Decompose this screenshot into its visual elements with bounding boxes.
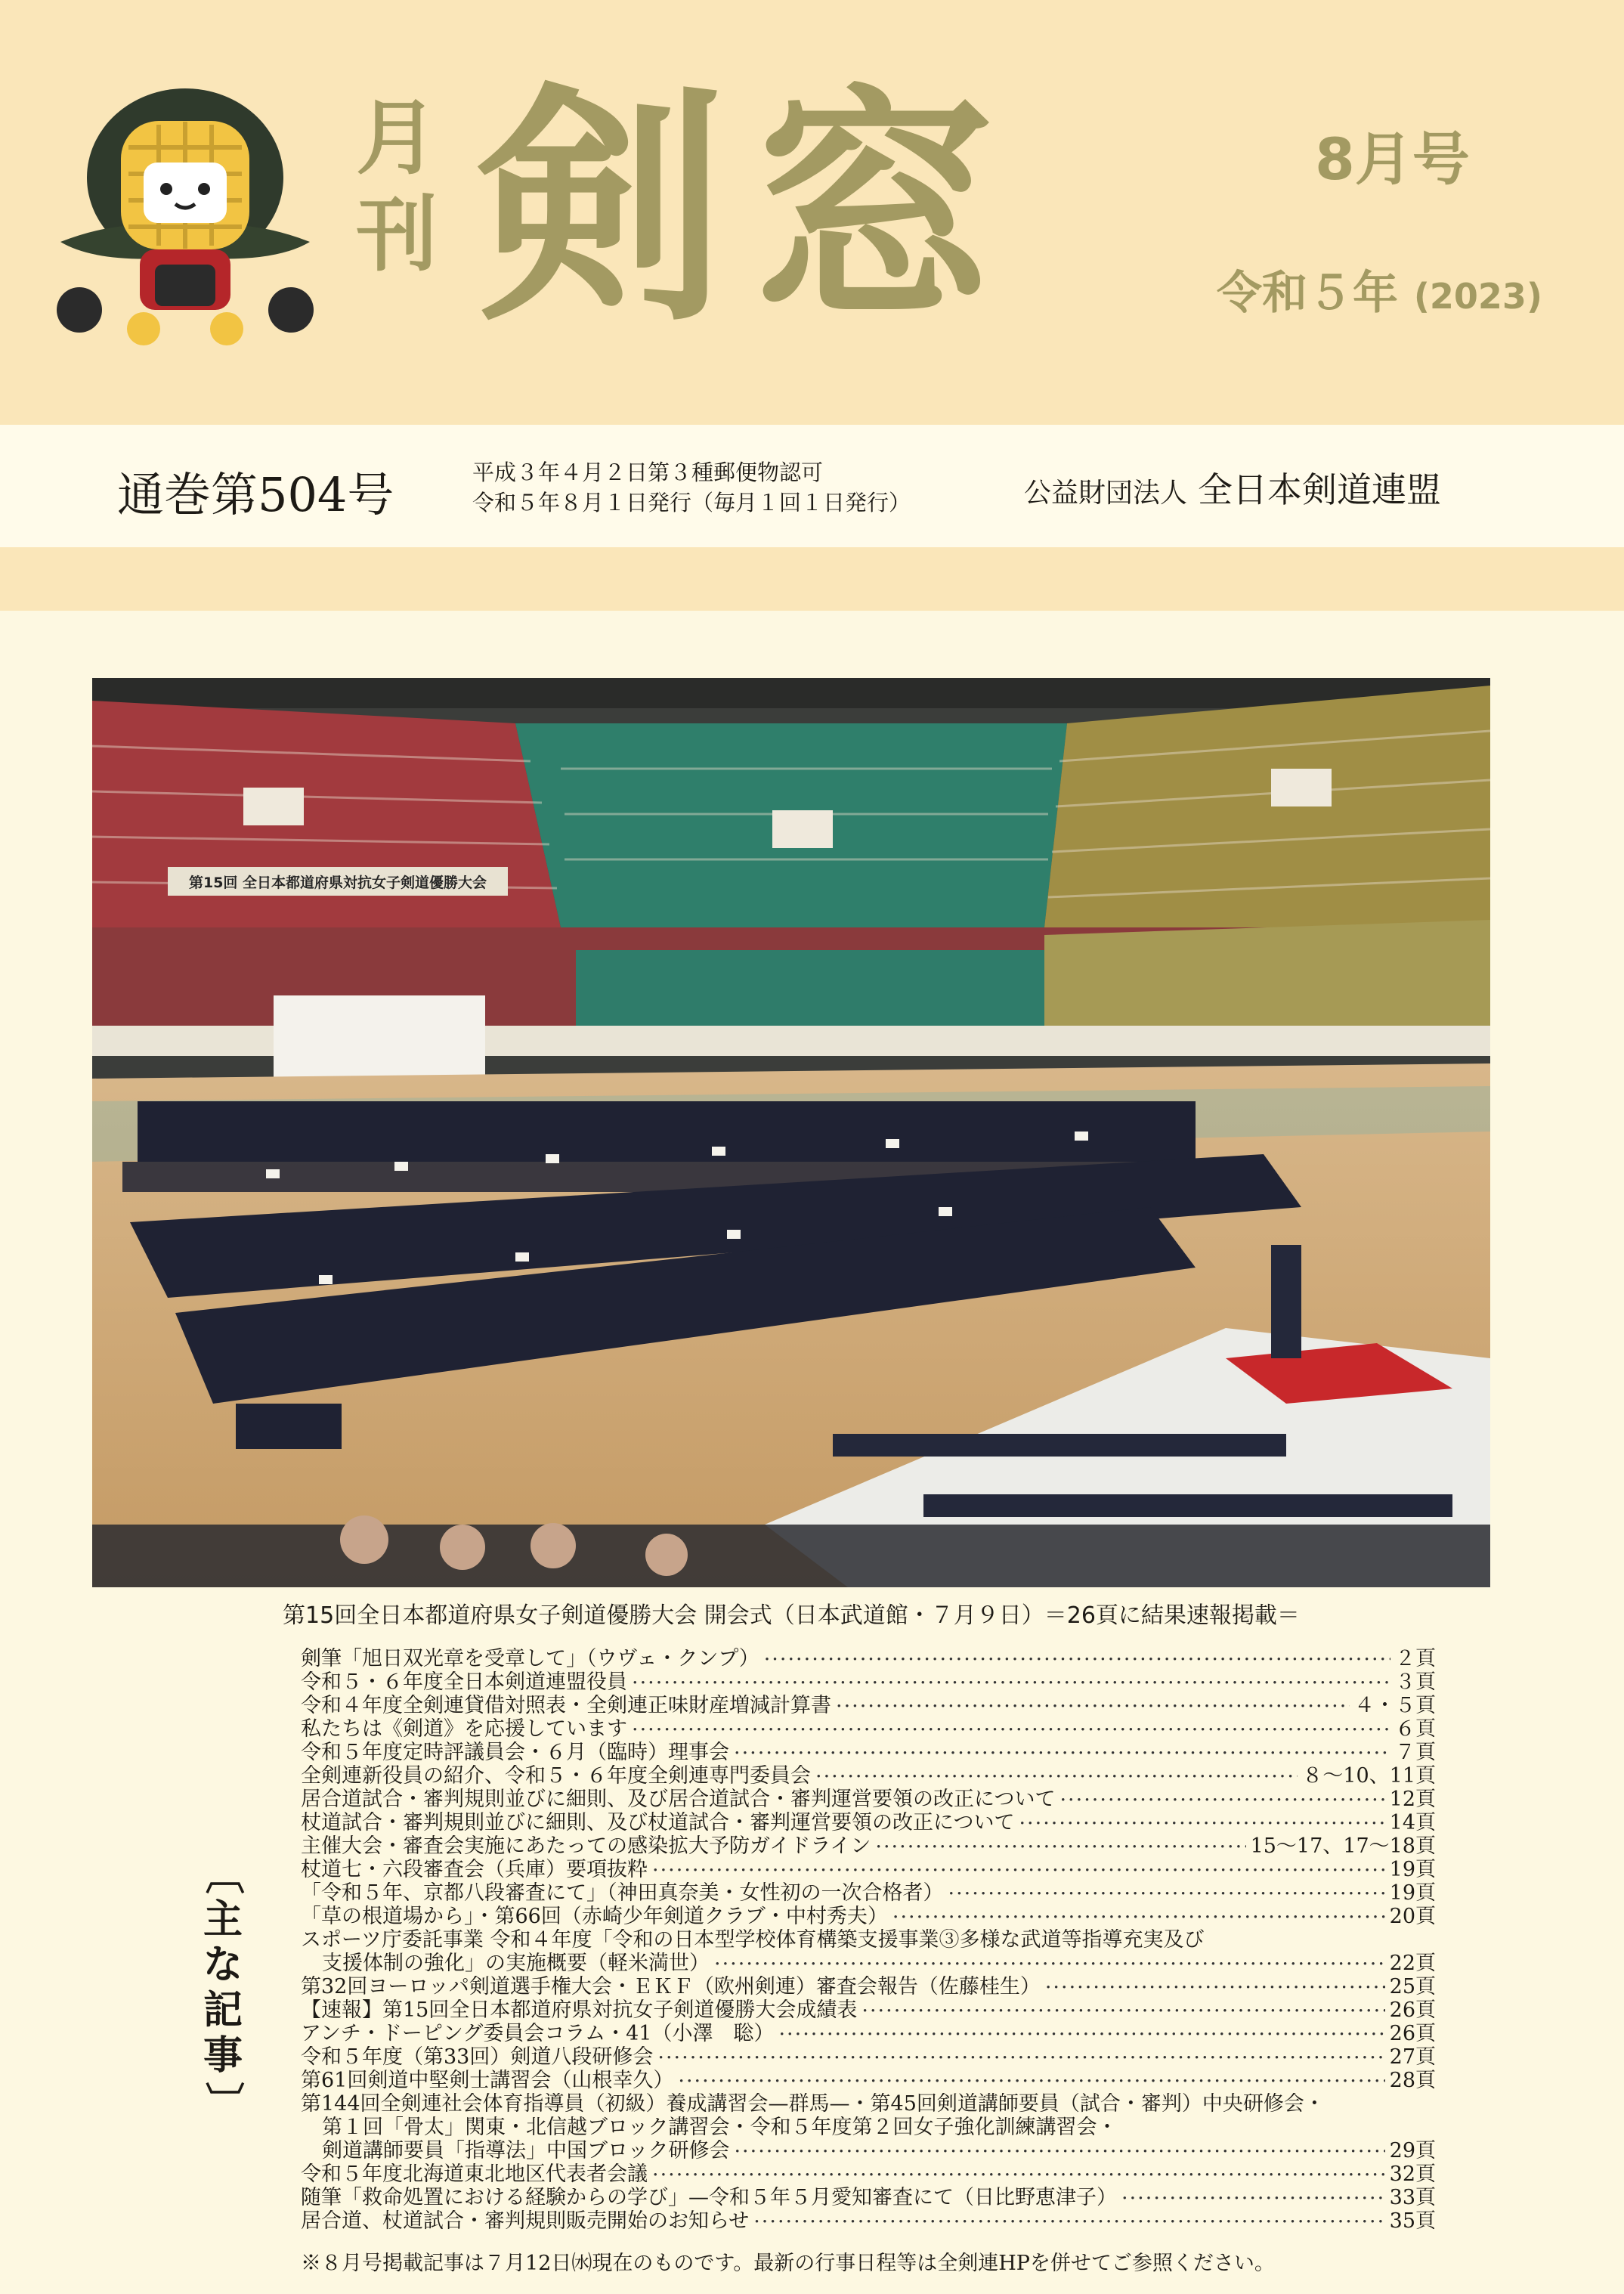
title-kenso: 剣窓 — [476, 61, 1020, 354]
western-year: (2023) — [1413, 276, 1542, 317]
toc-leader — [875, 1835, 1245, 1859]
toc-item — [301, 1788, 1436, 1812]
toc-page: 19頁 — [1389, 1882, 1436, 1905]
toc-title: 杖道七・六段審査会（兵庫）要項抜粋 — [301, 1859, 648, 1881]
toc-title: 「草の根道場から」・第66回（赤崎少年剣道クラブ・中村秀夫） — [301, 1905, 888, 1928]
toc-title: 第１回「骨太」関東・北信越ブロック講習会・令和５年度第２回女子強化訓練講習会・ — [322, 2116, 1118, 2139]
photo-caption: 第15回全日本都道府県女子剣道優勝大会 開会式（日本武道館・７月９日）＝26頁に結果速報掲載＝ — [283, 1602, 1300, 1629]
toc-leader — [753, 2210, 1384, 2234]
toc-leader — [861, 1999, 1384, 2023]
toc-title: 令和５年度北海道東北地区代表者会議 — [301, 2163, 648, 2186]
toc-item — [301, 1835, 1436, 1859]
toc-page: ３頁 — [1395, 1671, 1436, 1694]
title-gekkan: 月刊 — [355, 91, 438, 283]
toc-leader — [714, 1952, 1385, 1976]
toc-page: 15～17、17～18頁 — [1250, 1835, 1436, 1858]
publisher-type: 公益財団法人 — [1024, 478, 1188, 509]
toc-item — [301, 1671, 1436, 1695]
toc-item — [301, 2163, 1436, 2187]
table-of-contents — [301, 1648, 1436, 2234]
issue-year — [1217, 257, 1542, 322]
toc-item — [301, 1648, 1436, 1671]
toc-title: 令和５・６年度全日本剣道連盟役員 — [301, 1671, 627, 1694]
toc-item — [301, 1882, 1436, 1905]
toc-leader — [836, 1695, 1350, 1718]
toc-page: 28頁 — [1389, 2070, 1436, 2092]
toc-leader — [892, 1905, 1385, 1929]
toc-leader — [678, 2070, 1384, 2093]
toc-page: 32頁 — [1389, 2163, 1436, 2186]
toc-leader — [657, 2046, 1384, 2070]
toc-title: 第32回ヨーロッパ剣道選手権大会・ＥＫＦ（欧州剣連）審査会報告（佐藤桂生） — [301, 1976, 1041, 1998]
footnote: ※８月号掲載記事は７月12日㈬現在のものです。最新の行事日程等は全剣連HPを併せてご参照ください。 — [301, 2252, 1275, 2275]
toc-item — [301, 2046, 1436, 2070]
toc-leader — [1045, 1976, 1385, 1999]
toc-page: ７頁 — [1395, 1741, 1436, 1764]
toc-leader — [948, 1882, 1385, 1905]
postal-line-1: 平成３年４月２日第３種郵便物認可 — [472, 460, 824, 485]
publisher — [1024, 463, 1441, 512]
toc-item — [301, 2210, 1436, 2234]
contents-heading — [198, 1852, 248, 2124]
toc-page: 20頁 — [1389, 1905, 1436, 1928]
toc-leader — [778, 2023, 1384, 2046]
toc-page: 14頁 — [1389, 1812, 1436, 1834]
toc-item — [301, 2140, 1436, 2163]
kendo-mascot-icon — [53, 79, 317, 351]
postal-info — [472, 457, 911, 518]
toc-title: 剣道講師要員「指導法」中国ブロック研修会 — [322, 2140, 730, 2162]
toc-leader — [652, 1859, 1385, 1882]
toc-leader — [815, 1765, 1298, 1788]
toc-item — [301, 2116, 1436, 2140]
toc-title: 居合道、杖道試合・審判規則販売開始のお知らせ — [301, 2210, 750, 2233]
toc-item — [301, 1976, 1436, 1999]
toc-title: 主催大会・審査会実施にあたっての感染拡大予防ガイドライン — [301, 1835, 871, 1858]
toc-item — [301, 2187, 1436, 2210]
toc-title: 令和５年度定時評議員会・６月（臨時）理事会 — [301, 1741, 729, 1764]
toc-page: 12頁 — [1389, 1788, 1436, 1811]
toc-item — [301, 1905, 1436, 1929]
bracket-open: 〔 — [200, 1854, 246, 1894]
toc-item — [301, 2070, 1436, 2093]
toc-leader — [1019, 1812, 1384, 1835]
toc-page: 22頁 — [1389, 1952, 1436, 1975]
toc-leader — [734, 2140, 1384, 2163]
toc-title: アンチ・ドーピング委員会コラム・41（小澤 聡） — [301, 2023, 775, 2045]
toc-title: 令和４年度全剣連貸借対照表・全剣連正味財産増減計算書 — [301, 1695, 831, 1717]
toc-page: 27頁 — [1389, 2046, 1436, 2069]
postal-line-2: 令和５年８月１日発行（毎月１回１日発行） — [472, 490, 911, 515]
toc-title: 居合道試合・審判規則並びに細則、及び居合道試合・審判運営要領の改正について — [301, 1788, 1056, 1811]
toc-item — [301, 1952, 1436, 1976]
toc-title: 【速報】第15回全日本都道府県対抗女子剣道優勝大会成績表 — [301, 1999, 858, 2022]
toc-title: 私たちは《剣道》を応援しています — [301, 1718, 627, 1741]
toc-leader — [652, 2163, 1385, 2187]
toc-page: 35頁 — [1389, 2210, 1436, 2233]
toc-page: ２頁 — [1395, 1648, 1436, 1670]
toc-page: 33頁 — [1389, 2187, 1436, 2209]
toc-page: ６頁 — [1395, 1718, 1436, 1741]
toc-title: 全剣連新役員の紹介、令和５・６年度全剣連専門委員会 — [301, 1765, 811, 1788]
toc-title: 剣筆「旭日双光章を受章して」（ウヴェ・クンプ） — [301, 1648, 759, 1670]
toc-leader — [1059, 1788, 1384, 1812]
issue-month: 8月号 — [1315, 125, 1470, 193]
toc-leader — [1121, 2187, 1385, 2210]
toc-title: 第144回全剣連社会体育指導員（初級）養成講習会—群馬—・第45回剣道講師要員（試合・審判）中央研修会・ — [301, 2093, 1325, 2116]
toc-title: 支援体制の強化」の実施概要（軽米満世） — [322, 1952, 710, 1975]
toc-title: 杖道試合・審判規則並びに細則、及び杖道試合・審判運営要領の改正について — [301, 1812, 1015, 1834]
toc-item — [301, 1718, 1436, 1741]
toc-item — [301, 1741, 1436, 1765]
toc-item — [301, 1765, 1436, 1788]
toc-page: ８～10、11頁 — [1302, 1765, 1436, 1788]
bracket-close: 〕 — [200, 2081, 246, 2121]
toc-page: ４・５頁 — [1354, 1695, 1436, 1717]
toc-item — [301, 2093, 1436, 2116]
toc-item — [301, 1929, 1436, 1952]
toc-page: 26頁 — [1389, 2023, 1436, 2045]
toc-title: 令和５年度（第33回）剣道八段研修会 — [301, 2046, 654, 2069]
toc-item — [301, 2023, 1436, 2046]
toc-title: 随筆「救命処置における経験からの学び」—令和５年５月愛知審査にて（日比野恵津子） — [301, 2187, 1117, 2209]
era-year: 令和５年 — [1217, 267, 1398, 320]
hall-banner: 第15回 全日本都道府県対抗女子剣道優勝大会 — [188, 875, 487, 891]
toc-title: スポーツ庁委託事業 令和４年度「令和の日本型学校体育構築支援事業③多様な武道等指導充実及び — [301, 1929, 1205, 1952]
toc-title: 「令和５年、京都八段審査にて」（神田真奈美・女性初の一次合格者） — [301, 1882, 944, 1905]
toc-item — [301, 1812, 1436, 1835]
toc-item — [301, 1999, 1436, 2023]
toc-leader — [632, 1671, 1390, 1695]
volume-number: 通巻第504号 — [117, 467, 394, 522]
toc-leader — [734, 1741, 1390, 1765]
cover-photo — [92, 678, 1490, 1587]
toc-item — [301, 1695, 1436, 1718]
toc-page: 19頁 — [1389, 1859, 1436, 1881]
toc-title: 第61回剣道中堅剣士講習会（山根幸久） — [301, 2070, 674, 2092]
toc-page: 25頁 — [1389, 1976, 1436, 1998]
publisher-name: 全日本剣道連盟 — [1198, 469, 1442, 510]
toc-page: 29頁 — [1389, 2140, 1436, 2162]
toc-item — [301, 1859, 1436, 1882]
toc-leader — [764, 1648, 1390, 1671]
toc-leader — [632, 1718, 1390, 1741]
lower-band — [0, 547, 1624, 611]
contents-label: 主な記事 — [203, 1897, 243, 2079]
toc-page: 26頁 — [1389, 1999, 1436, 2022]
